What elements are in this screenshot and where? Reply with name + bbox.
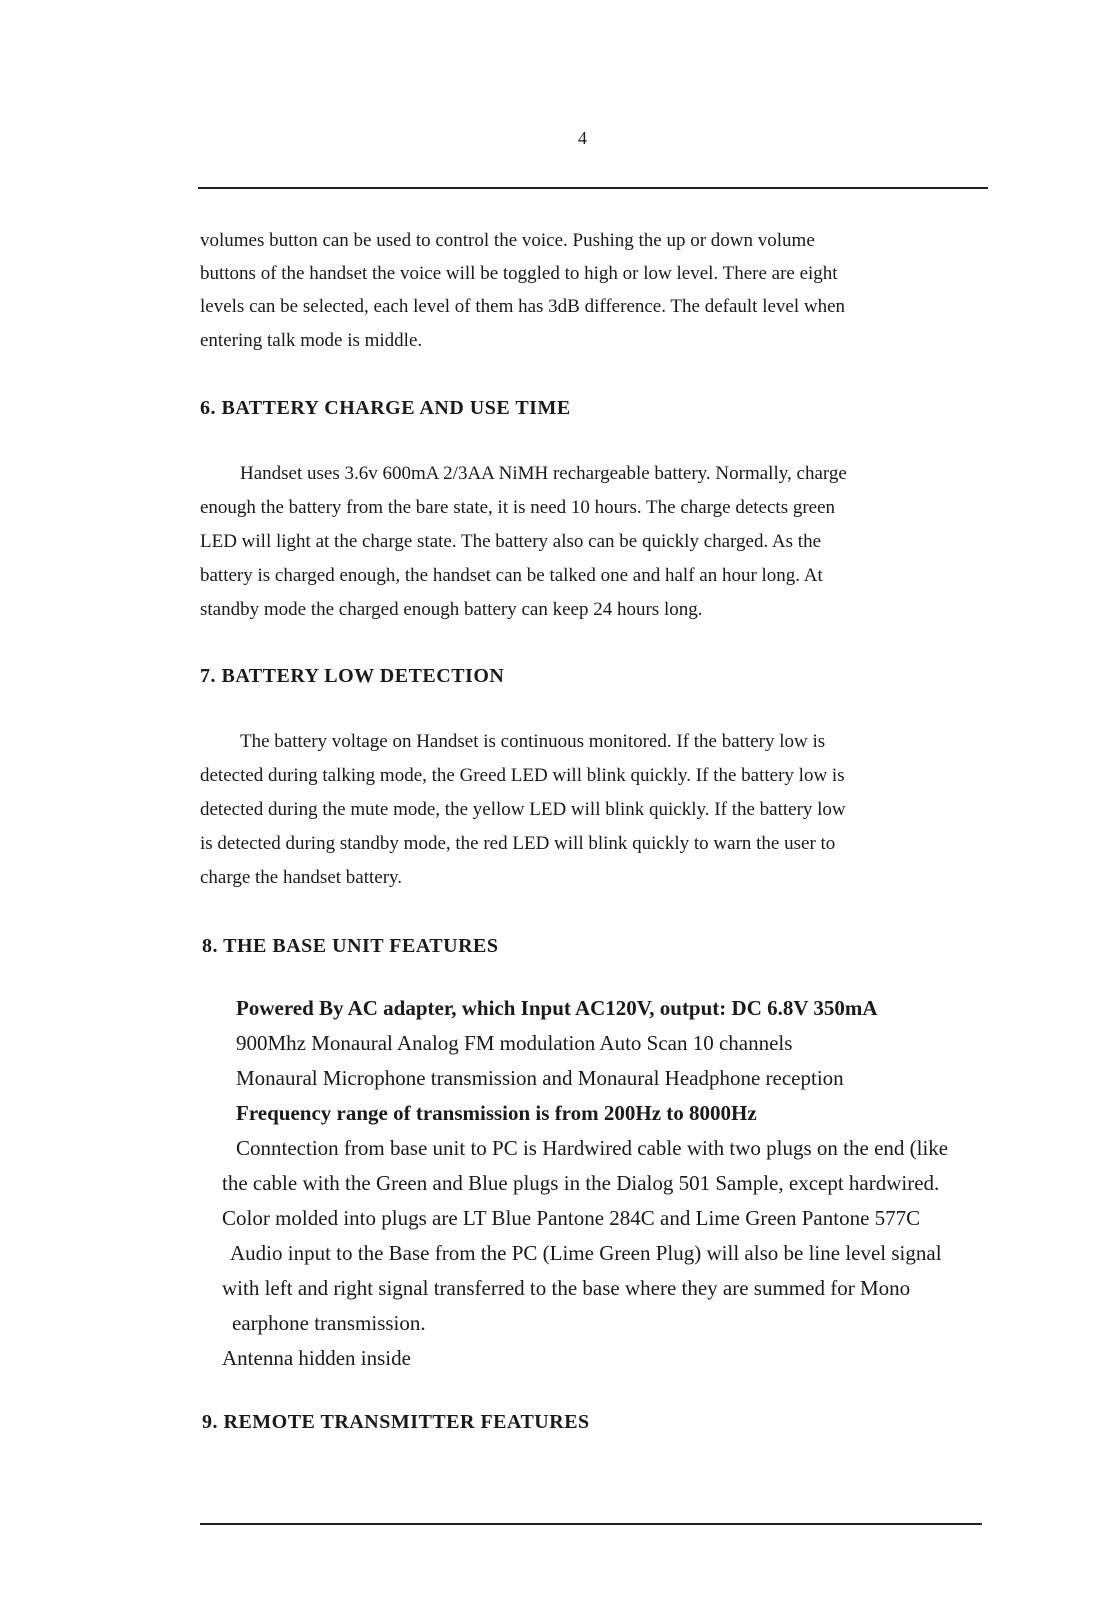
section-7-line: detected during the mute mode, the yellow LED will blink quickly. If the battery low (200, 799, 846, 820)
section-7-line: is detected during standby mode, the red LED will blink quickly to warn the user to (200, 833, 836, 854)
top-divider (198, 187, 988, 189)
feature-line: Conntection from base unit to PC is Hardwired cable with two plugs on the end (like (236, 1136, 949, 1160)
feature-line: Powered By AC adapter, which Input AC120V, output: DC 6.8V 350mA (236, 996, 878, 1020)
feature-line: with left and right signal transferred to the base where they are summed for Mono (222, 1276, 911, 1300)
section-7-line: The battery voltage on Handset is continuous monitored. If the battery low is (240, 731, 826, 752)
feature-line: Antenna hidden inside (222, 1346, 411, 1370)
intro-line: levels can be selected, each level of them has 3dB difference. The default level when (200, 296, 846, 317)
feature-line: Color molded into plugs are LT Blue Pantone 284C and Lime Green Pantone 577C (222, 1206, 921, 1230)
page-number: 4 (578, 128, 587, 148)
section-6-line: enough the battery from the bare state, it is need 10 hours. The charge detects green (200, 497, 836, 518)
section-7-line: detected during talking mode, the Greed LED will blink quickly. If the battery low is (200, 765, 845, 786)
feature-line: the cable with the Green and Blue plugs in the Dialog 501 Sample, except hardwired. (222, 1171, 940, 1195)
section-7-line: charge the handset battery. (200, 867, 403, 888)
intro-line: volumes button can be used to control the voice. Pushing the up or down volume (200, 230, 815, 251)
feature-line: Monaural Microphone transmission and Monaural Headphone reception (236, 1066, 844, 1090)
section-6-line: battery is charged enough, the handset can be talked one and half an hour long. At (200, 565, 823, 586)
feature-line: earphone transmission. (232, 1311, 426, 1335)
feature-line: Audio input to the Base from the PC (Lime Green Plug) will also be line level signal (230, 1241, 942, 1265)
feature-line: Frequency range of transmission is from 200Hz to 8000Hz (236, 1101, 757, 1125)
section-8-heading: 8. THE BASE UNIT FEATURES (202, 935, 499, 957)
feature-line: 900Mhz Monaural Analog FM modulation Auto Scan 10 channels (236, 1031, 793, 1055)
intro-line: buttons of the handset the voice will be toggled to high or low level. There are eight (200, 263, 838, 284)
bottom-divider (200, 1523, 982, 1525)
section-6-line: LED will light at the charge state. The battery also can be quickly charged. As the (200, 531, 822, 552)
section-6-line: Handset uses 3.6v 600mA 2/3AA NiMH rechargeable battery. Normally, charge (240, 463, 847, 484)
intro-line: entering talk mode is middle. (200, 330, 423, 351)
section-6-line: standby mode the charged enough battery can keep 24 hours long. (200, 599, 703, 620)
section-7-heading: 7. BATTERY LOW DETECTION (200, 665, 505, 687)
section-6-heading: 6. BATTERY CHARGE AND USE TIME (200, 397, 571, 419)
section-9-heading: 9. REMOTE TRANSMITTER FEATURES (202, 1411, 590, 1433)
